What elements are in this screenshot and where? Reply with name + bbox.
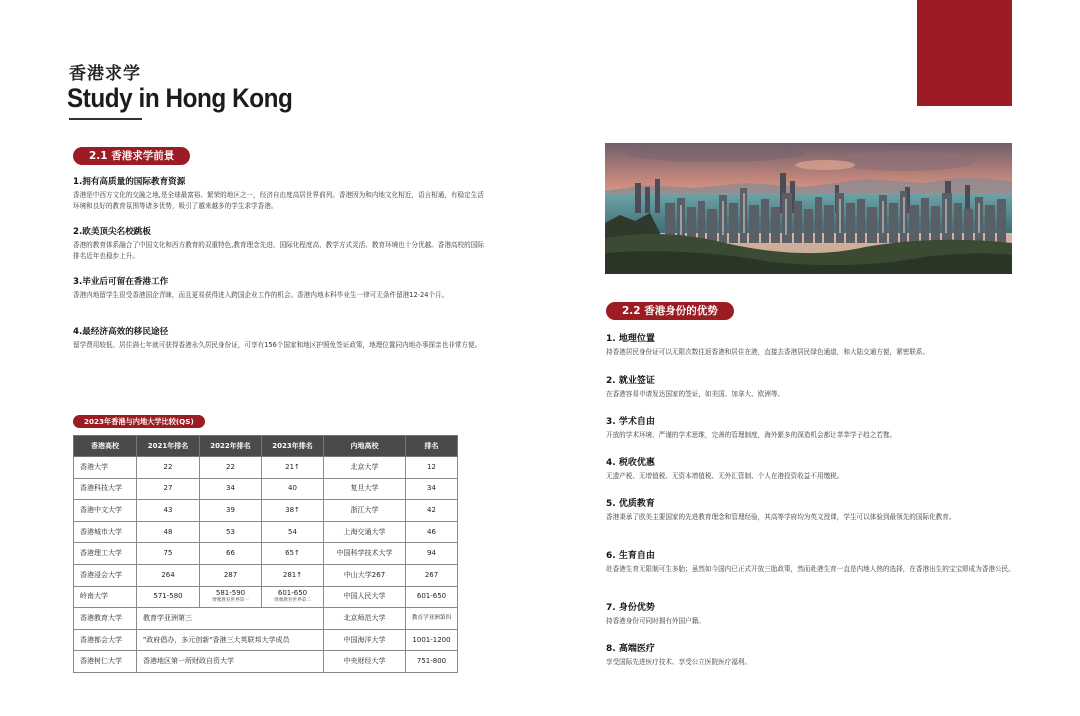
rank-2023: 21↑ — [262, 457, 324, 479]
mainland-university: 北京大学 — [324, 457, 406, 479]
advantage-body: 在香港容易申请发达国家的签证，如美国、加拿大、欧洲等。 — [606, 390, 785, 398]
prospect-body: 香港内地留学生很受香港国企青睐，而且更易获得进入跨国企业工作的机会。香港内地本科毕业生一律可无条件留港12-24个月。 — [73, 291, 449, 299]
mainland-university: 中国海洋大学 — [324, 629, 406, 651]
prospect-item — [73, 226, 488, 262]
mainland-rank: 94 — [406, 543, 458, 565]
decorative-red-block — [917, 0, 1012, 106]
rank-2021: 48 — [137, 521, 200, 543]
rank-2022 — [200, 586, 262, 608]
advantage-body: 持香港身份可同时拥有外国户籍。 — [606, 617, 705, 625]
hk-university: 岭南大学 — [74, 586, 137, 608]
hk-university: 香港浸会大学 — [74, 564, 137, 586]
prospect-title: 2.欧美顶尖名校跳板 — [73, 227, 151, 237]
advantage-title: 2. 就业签证 — [606, 376, 655, 386]
rank-value: 601-650 — [277, 589, 308, 598]
merged-note: "政府倡办，多元创新"香港三大英联邦大学成员 — [137, 629, 324, 651]
advantage-item — [606, 498, 1026, 523]
advantage-body: 持香港居民身份证可以无限次数往返香港和居住在港，直接去香港居民绿色通道，和大陆交通方便，紧密联系。 — [606, 348, 930, 356]
page-title-english: Study in Hong Kong — [67, 83, 293, 113]
hk-university: 香港都会大学 — [74, 629, 137, 651]
advantage-title: 7. 身份优势 — [606, 603, 655, 613]
mainland-rank: 42 — [406, 500, 458, 522]
prospect-title: 1.拥有高质量的国际教育资源 — [73, 177, 186, 187]
mainland-university: 中国科学技术大学 — [324, 543, 406, 565]
section-label-advantages: 2.2 香港身份的优势 — [606, 302, 734, 320]
mainland-university: 中山大学267 — [324, 564, 406, 586]
rank-2023: 38↑ — [262, 500, 324, 522]
column-header: 2023年排名 — [262, 436, 324, 457]
prospect-body: 香港的教育体系融合了中国文化和西方教育的双重特色,教育理念先进、国际化程度高、教学方式灵活、教育环境也十分优越。香港高校的国际排名近年也稳步上升。 — [73, 241, 484, 260]
rank-2022: 34 — [200, 478, 262, 500]
hk-university: 香港科技大学 — [74, 478, 137, 500]
prospect-body: 香港是中西方文化的交融之地,是全球最富裕、繁荣的地区之一，经济自由度高居世界前列。香港因为和内地文化相近，语言相通，有稳定生活环境和良好的教育氛围等诸多优势，吸引了越来越多的学生求学香港。 — [73, 191, 484, 210]
table-row — [74, 608, 458, 630]
rank-2023: 40 — [262, 478, 324, 500]
rank-2022: 22 — [200, 457, 262, 479]
section-label-prospects: 2.1 香港求学前景 — [73, 147, 190, 165]
rank-2022: 287 — [200, 564, 262, 586]
column-header: 排名 — [406, 436, 458, 457]
mainland-rank: 751-800 — [406, 651, 458, 673]
merged-note: 香港地区第一所财政自资大学 — [137, 651, 324, 673]
advantage-item — [606, 602, 1026, 627]
advantage-item — [606, 375, 1026, 400]
ranking-table-label: 2023年香港与内地大学比较(QS) — [73, 415, 205, 428]
advantage-title: 5. 优质教育 — [606, 499, 655, 509]
advantage-body: 无遗产税、无增值税、无资本增值税、无外汇管制、个人在港投资收益不用缴税。 — [606, 472, 844, 480]
hk-university: 香港树仁大学 — [74, 651, 137, 673]
rank-2021: 43 — [137, 500, 200, 522]
table-row — [74, 500, 458, 522]
advantage-item — [606, 457, 1026, 482]
advantage-title: 4. 税收优惠 — [606, 458, 655, 468]
table-row — [74, 478, 458, 500]
page-title-chinese: 香港求学 — [69, 64, 141, 84]
mainland-university: 中国人民大学 — [324, 586, 406, 608]
rank-note: 博雅教育世界第二 — [274, 598, 311, 604]
table-row — [74, 543, 458, 565]
ranking-table — [73, 435, 458, 673]
mainland-rank: 12 — [406, 457, 458, 479]
mainland-rank: 教育学亚洲第四 — [406, 608, 458, 630]
prospect-item — [73, 176, 488, 212]
prospect-body: 留学费用较低、居住满七年就可获得香港永久居民身份证，可享有156个国家和地区护照免签证政策，地理位置同内地办事探亲也非常方便。 — [73, 341, 482, 349]
hk-university: 香港理工大学 — [74, 543, 137, 565]
rank-2021: 22 — [137, 457, 200, 479]
rank-2023: 65↑ — [262, 543, 324, 565]
mainland-rank: 267 — [406, 564, 458, 586]
hk-university: 香港教育大学 — [74, 608, 137, 630]
table-row — [74, 521, 458, 543]
mainland-rank: 46 — [406, 521, 458, 543]
merged-note: 教育学亚洲第三 — [137, 608, 324, 630]
rank-note: 博雅教育世界第一 — [212, 598, 249, 604]
prospect-item — [73, 276, 488, 301]
table-header-row — [74, 436, 458, 457]
hk-university: 香港城市大学 — [74, 521, 137, 543]
rank-2023: 281↑ — [262, 564, 324, 586]
hk-university: 香港中文大学 — [74, 500, 137, 522]
advantage-body: 享受国际先进医疗技术、享受公立医院医疗福利。 — [606, 658, 752, 666]
advantage-title: 1. 地理位置 — [606, 334, 655, 344]
rank-2021: 27 — [137, 478, 200, 500]
hong-kong-skyline-photo — [605, 143, 1012, 274]
rank-2023 — [262, 586, 324, 608]
mainland-rank: 1001-1200 — [406, 629, 458, 651]
column-header: 内地高校 — [324, 436, 406, 457]
column-header: 2022年排名 — [200, 436, 262, 457]
rank-2022: 53 — [200, 521, 262, 543]
advantage-item — [606, 643, 1026, 668]
rank-2021: 571-580 — [137, 586, 200, 608]
rank-value: 581-590 — [215, 589, 246, 598]
advantage-title: 8. 高端医疗 — [606, 644, 655, 654]
advantage-body: 开放的学术环境、严谨的学术思维，完善的管理制度，海外繁多的深造机会都让莘莘学子趋之若鹜。 — [606, 431, 897, 439]
table-row — [74, 564, 458, 586]
advantage-body: 香港秉承了欧美主要国家的先进教育理念和管理经验，其高等学府均为英文授课，学生可以体验到最领先的国际化教育。 — [606, 513, 956, 521]
mainland-rank: 601-650 — [406, 586, 458, 608]
rank-2021: 75 — [137, 543, 200, 565]
prospect-title: 4.最经济高效的移民途径 — [73, 327, 169, 337]
mainland-university: 浙江大学 — [324, 500, 406, 522]
prospect-title: 3.毕业后可留在香港工作 — [73, 277, 169, 287]
table-row — [74, 457, 458, 479]
table-row — [74, 629, 458, 651]
table-row — [74, 586, 458, 608]
advantage-item — [606, 333, 1026, 358]
column-header: 2021年排名 — [137, 436, 200, 457]
advantage-title: 3. 学术自由 — [606, 417, 655, 427]
mainland-university: 北京师范大学 — [324, 608, 406, 630]
rank-2022: 66 — [200, 543, 262, 565]
advantage-item — [606, 550, 1026, 575]
mainland-university: 复旦大学 — [324, 478, 406, 500]
rank-2022: 39 — [200, 500, 262, 522]
mainland-university: 上海交通大学 — [324, 521, 406, 543]
rank-2023: 54 — [262, 521, 324, 543]
advantage-body: 赴香港生育无限制可生多胎；虽然如今国内已正式开放三胎政策，然而赴港生育一直是内地人热的选择，在香港出生的宝宝即成为香港公民。 — [606, 565, 1015, 573]
column-header: 香港高校 — [74, 436, 137, 457]
title-underline — [69, 118, 142, 120]
advantage-item — [606, 416, 1026, 441]
prospect-item — [73, 326, 488, 351]
rank-2021: 264 — [137, 564, 200, 586]
advantage-title: 6. 生育自由 — [606, 551, 655, 561]
mainland-rank: 34 — [406, 478, 458, 500]
mainland-university: 中央财经大学 — [324, 651, 406, 673]
hk-university: 香港大学 — [74, 457, 137, 479]
table-row — [74, 651, 458, 673]
